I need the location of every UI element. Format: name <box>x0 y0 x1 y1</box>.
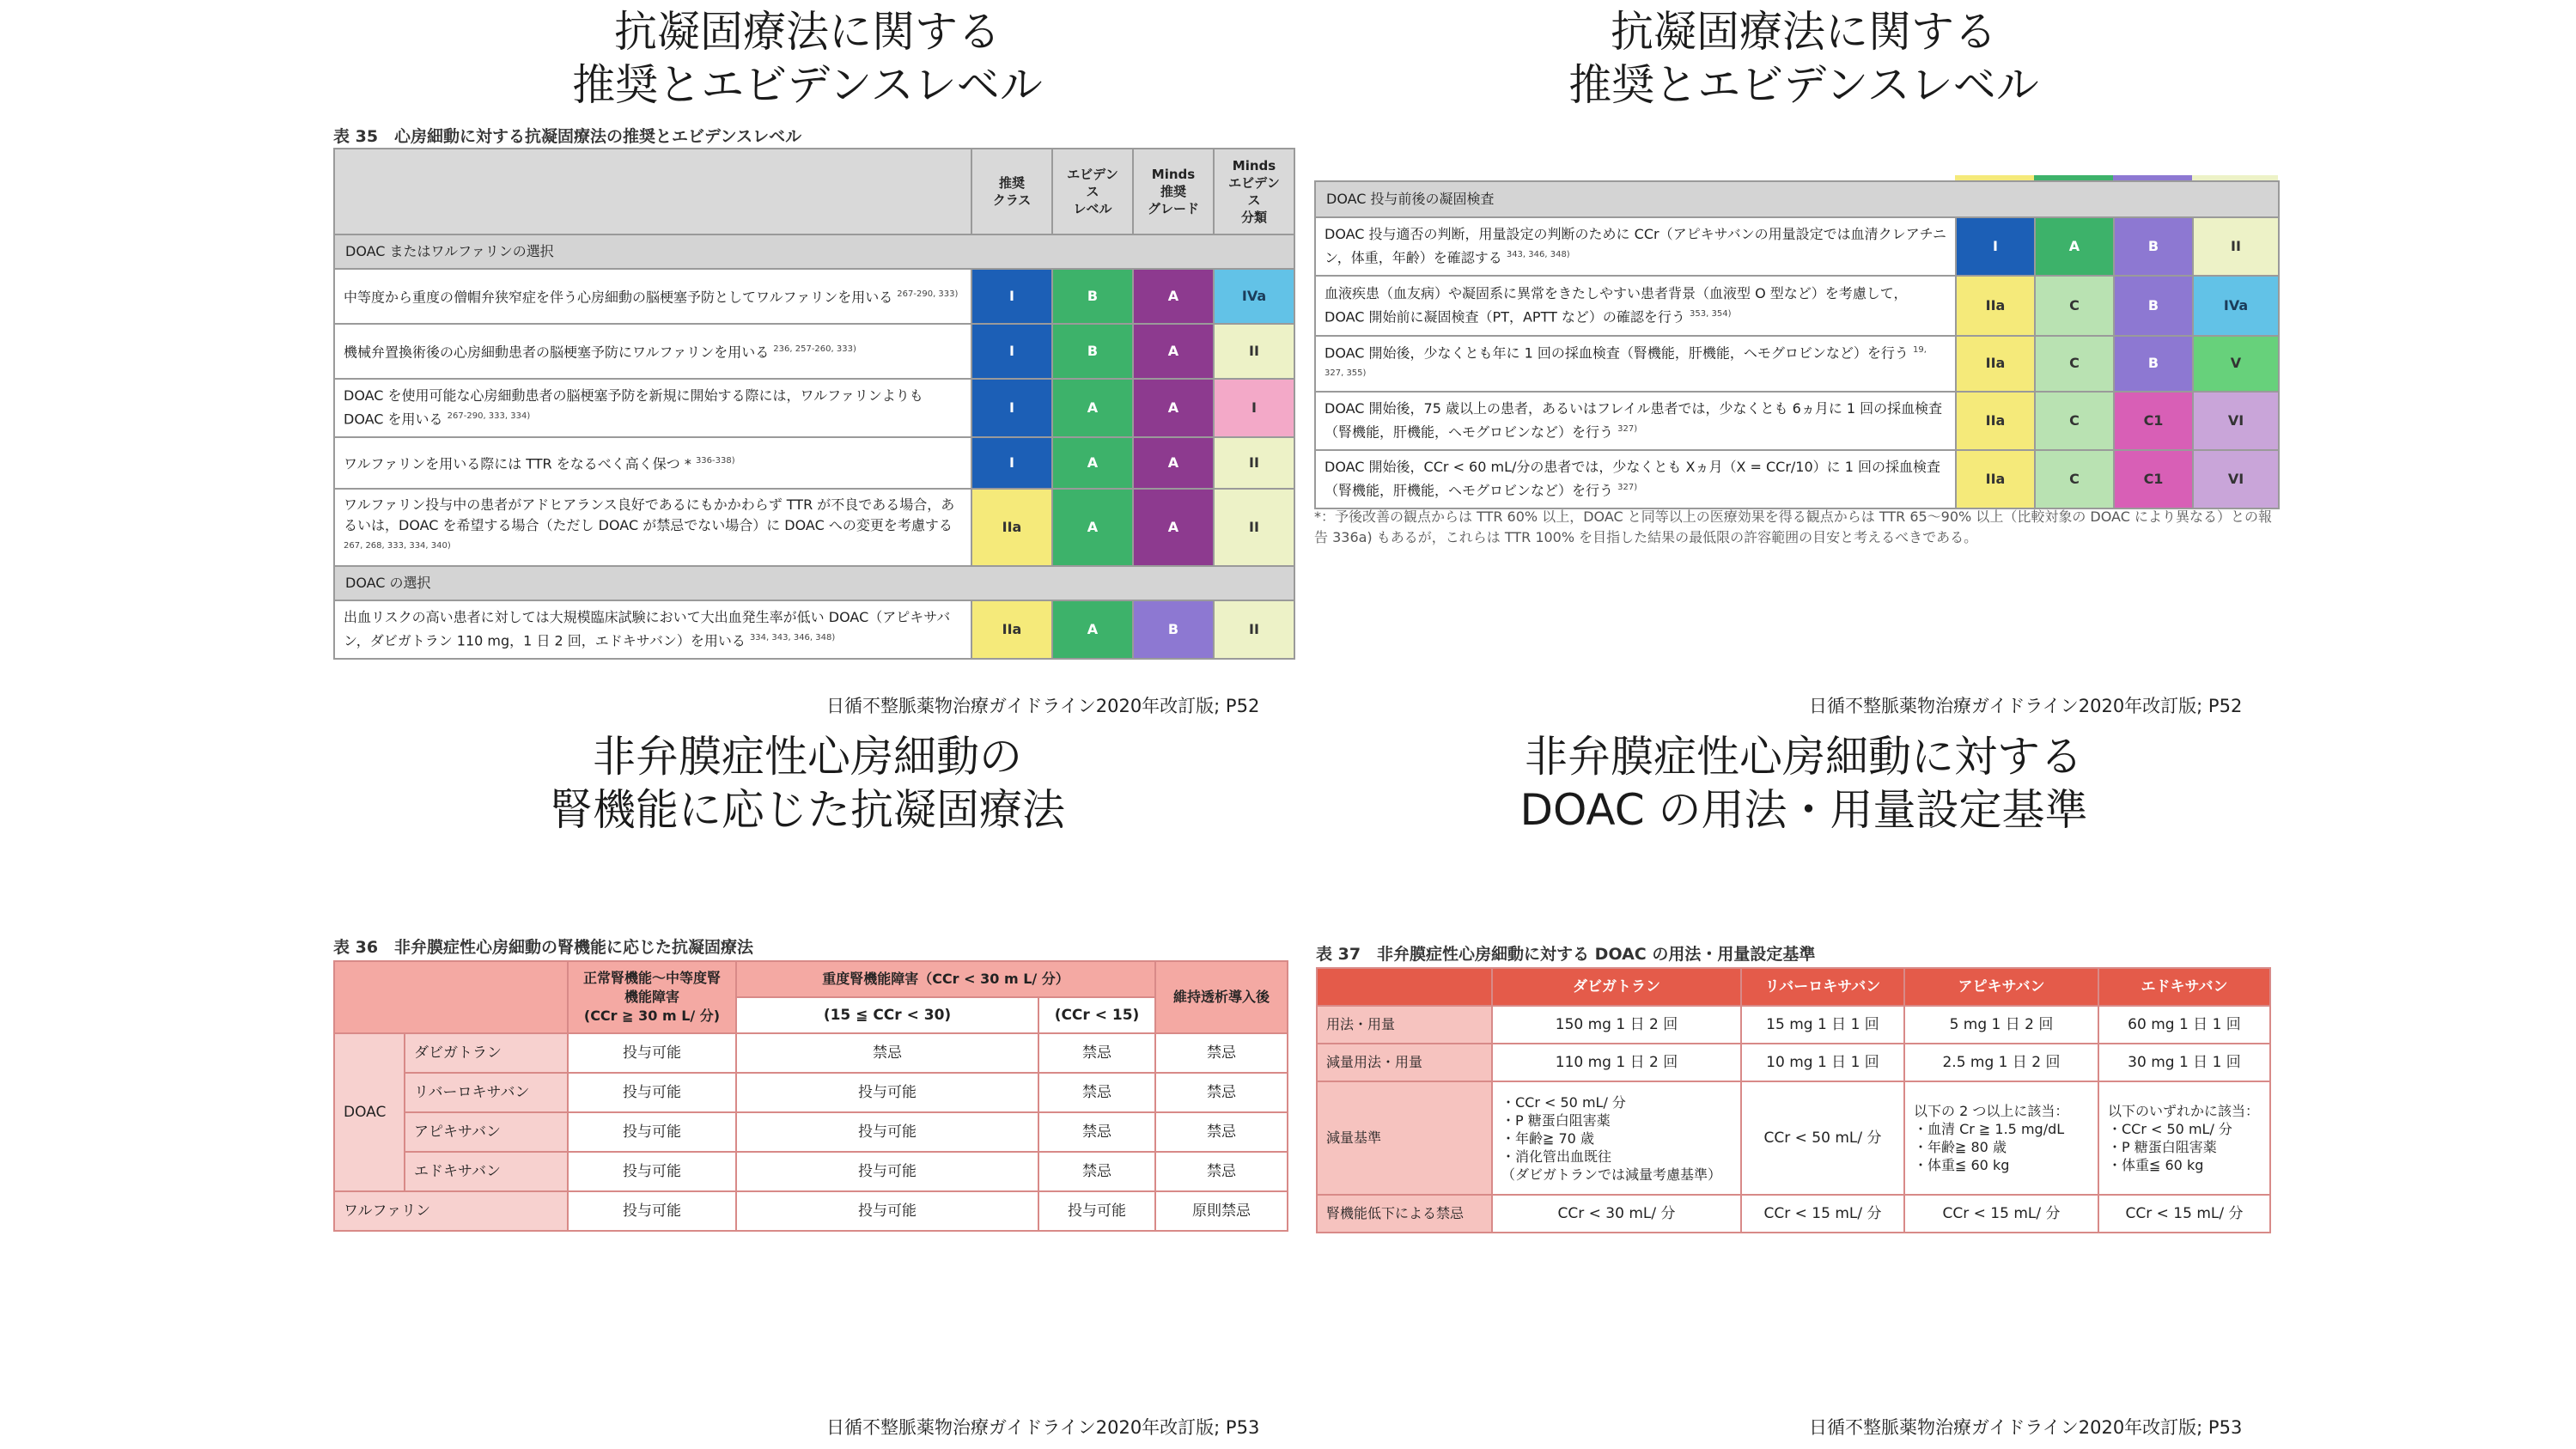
grade-cell: A <box>1133 489 1214 566</box>
cell: 禁忌 <box>1155 1112 1288 1152</box>
row-text: 血液疾患（血友病）や凝固系に異常をきたしやすい患者背景（血液型 O 型など）を考慮して，DOAC 開始前に凝固検査（PT，APTT など）の確認を行う <box>1325 285 1908 326</box>
cell: 禁忌 <box>1155 1033 1288 1073</box>
grade-cell: V <box>2193 336 2279 392</box>
drug-name: エドキサバン <box>405 1152 568 1191</box>
drug-name: リバーロキサバン <box>405 1073 568 1112</box>
cell: 30 mg 1 日 1 回 <box>2098 1044 2270 1081</box>
criteria-apixaban <box>1904 1081 2098 1195</box>
criteria-line: ・血清 Cr ≧ 1.5 mg/dL <box>1914 1121 2065 1137</box>
table-row <box>334 324 971 379</box>
criteria-line: （ダビガトランでは減量考慮基準） <box>1501 1166 1722 1183</box>
grade-cell: A <box>1133 437 1214 489</box>
row-ref: 236, 257-260, 333) <box>773 344 856 355</box>
grade-cell: II <box>1214 324 1294 379</box>
row-text: DOAC を使用可能な心房細動患者の脳梗塞予防を新規に開始する際には，ワルファリンよりも DOAC を用いる <box>344 387 923 428</box>
table37-caption: 表 37 非弁膜症性心房細動に対する DOAC の用法・用量設定基準 <box>1316 945 1816 964</box>
row-label-reduction-criteria: 減量基準 <box>1317 1081 1492 1195</box>
cell: CCr < 15 mL/ 分 <box>1904 1195 2098 1233</box>
source-bottom-right: 日循不整脈薬物治療ガイドライン2020年改訂版; P53 <box>1809 1417 2243 1438</box>
group-doac: DOAC <box>334 1033 405 1191</box>
header-recommend-class: 推奨 クラス <box>971 149 1052 234</box>
cell: 10 mg 1 日 1 回 <box>1741 1044 1904 1081</box>
criteria-line: ・CCr < 50 mL/ 分 <box>1501 1093 1626 1111</box>
cell: 110 mg 1 日 2 回 <box>1492 1044 1741 1081</box>
grade-cell: A <box>2035 217 2114 276</box>
table-row <box>1315 336 1956 392</box>
grade-cell: C <box>2035 276 2114 336</box>
table36-corner <box>334 961 568 1033</box>
criteria-line: ・年齢≧ 80 歳 <box>1914 1139 2007 1155</box>
cell: 禁忌 <box>1038 1033 1155 1073</box>
row-label-reduced-dose: 減量用法・用量 <box>1317 1044 1492 1081</box>
table-row <box>334 489 971 566</box>
criteria-dabigatran <box>1492 1081 1741 1195</box>
row-text: DOAC 開始後，少なくとも年に 1 回の採血検査（腎機能，肝機能，ヘモグロビンなど）を行う <box>1325 344 1909 362</box>
grade-cell: II <box>1214 437 1294 489</box>
criteria-rivaroxaban: CCr < 50 mL/ 分 <box>1741 1081 1904 1195</box>
table-row <box>1315 392 1956 450</box>
grade-cell: I <box>971 437 1052 489</box>
row-ref: 19, 327, 355) <box>1325 345 1927 379</box>
drug-header: ダビガトラン <box>1492 968 1741 1006</box>
cell: 投与可能 <box>736 1191 1038 1231</box>
grade-cell: I <box>971 269 1052 324</box>
header-ccr-under-15: (CCr < 15) <box>1038 997 1155 1033</box>
header-normal-renal: 正常腎機能～中等度腎機能障害 (CCr ≧ 30 m L/ 分) <box>568 961 736 1033</box>
header-ccr-15-30: (15 ≦ CCr < 30) <box>736 997 1038 1033</box>
cell: 投与可能 <box>736 1112 1038 1152</box>
grade-cell: IIa <box>1956 336 2035 392</box>
grade-cell: I <box>971 324 1052 379</box>
criteria-line: 以下のいずれかに該当： <box>2108 1103 2260 1119</box>
cell: 投与可能 <box>736 1152 1038 1191</box>
row-ref: 327) <box>1617 482 1638 492</box>
drug-name: ダビガトラン <box>405 1033 568 1073</box>
grade-cell: IVa <box>2193 276 2279 336</box>
grade-cell: IIa <box>1956 450 2035 508</box>
grade-cell: A <box>1052 379 1133 437</box>
criteria-line: ・消化管出血既往 <box>1501 1148 1612 1165</box>
cell: 投与可能 <box>1038 1191 1155 1231</box>
row-text: 出血リスクの高い患者に対しては大規模臨床試験において大出血発生率が低い DOAC（アピキサバン，ダビガトラン 110 mg，1 日 2 回，エドキサバン）を用いる <box>344 609 951 649</box>
grade-cell: IIa <box>1956 392 2035 450</box>
source-top-right: 日循不整脈薬物治療ガイドライン2020年改訂版; P52 <box>1809 696 2243 716</box>
cell: 投与可能 <box>568 1033 736 1073</box>
grade-cell: VI <box>2193 450 2279 508</box>
grade-cell: B <box>2114 336 2193 392</box>
row-label-usual-dose: 用法・用量 <box>1317 1006 1492 1044</box>
row-ref: 336-338) <box>695 456 735 466</box>
grade-cell: IVa <box>1214 269 1294 324</box>
grade-cell: B <box>2114 276 2193 336</box>
criteria-line: ・P 糖蛋白阻害薬 <box>1501 1111 1611 1129</box>
row-ref: 267, 268, 333, 334, 340) <box>344 541 451 551</box>
grade-cell: A <box>1133 379 1214 437</box>
source-bottom-left: 日循不整脈薬物治療ガイドライン2020年改訂版; P53 <box>826 1417 1260 1438</box>
table35-caption: 表 35 心房細動に対する抗凝固療法の推奨とエビデンスレベル <box>333 127 802 146</box>
grade-cell: B <box>2114 217 2193 276</box>
grade-cell: II <box>2193 217 2279 276</box>
cell: 禁忌 <box>736 1033 1038 1073</box>
cell: 禁忌 <box>1038 1152 1155 1191</box>
row-text: DOAC 投与適否の判断，用量設定の判断のために CCr（アピキサバンの用量設定では血清クレアチニン，体重，年齢）を確認する <box>1325 226 1946 266</box>
criteria-line: ・体重≦ 60 kg <box>2108 1157 2204 1173</box>
row-ref: 353, 354) <box>1690 309 1732 320</box>
section-doac-lab-tests: DOAC 投与前後の凝固検査 <box>1315 181 2279 217</box>
header-minds-grade: Minds 推奨 グレード <box>1133 149 1214 234</box>
cell: 原則禁忌 <box>1155 1191 1288 1231</box>
table-row <box>1315 276 1956 336</box>
grade-cell: A <box>1052 489 1133 566</box>
table-row <box>1315 217 1956 276</box>
table-row <box>334 379 971 437</box>
cell: 禁忌 <box>1038 1112 1155 1152</box>
cell: 投与可能 <box>568 1152 736 1191</box>
cell: 60 mg 1 日 1 回 <box>2098 1006 2270 1044</box>
table35-header-blank <box>334 149 971 234</box>
grade-cell: IIa <box>971 600 1052 659</box>
grade-cell: A <box>1133 324 1214 379</box>
drug-name: ワルファリン <box>334 1191 568 1231</box>
header-dialysis: 維持透析導入後 <box>1155 961 1288 1033</box>
title-top-left: 抗凝固療法に関する 推奨とエビデンスレベル <box>572 7 1043 110</box>
cell: 5 mg 1 日 2 回 <box>1904 1006 2098 1044</box>
cell: CCr < 15 mL/ 分 <box>1741 1195 1904 1233</box>
cell: 投与可能 <box>568 1112 736 1152</box>
row-text: ワルファリンを用いる際には TTR をなるべく高く保つ * <box>344 455 691 472</box>
grade-cell: IIa <box>971 489 1052 566</box>
row-ref: 343, 346, 348) <box>1506 250 1570 260</box>
grade-cell: C <box>2035 392 2114 450</box>
table35 <box>333 148 1295 660</box>
cell: 150 mg 1 日 2 回 <box>1492 1006 1741 1044</box>
title-top-right: 抗凝固療法に関する 推奨とエビデンスレベル <box>1568 7 2039 110</box>
table37-corner <box>1317 968 1492 1006</box>
source-top-left: 日循不整脈薬物治療ガイドライン2020年改訂版; P52 <box>826 696 1260 716</box>
table-footnote: *：予後改善の観点からは TTR 60% 以上，DOAC と同等以上の医療効果を得る観点からは TTR 65～90% 以上（比較対象の DOAC により異なる）との報告 336a) もあるが，これらは TTR 100% を目指した結果の最低限の許容範囲の目安と考えるべきである。 <box>1314 508 2272 545</box>
grade-cell: VI <box>2193 392 2279 450</box>
header-evidence-level: エビデンス レベル <box>1052 149 1133 234</box>
table-row <box>1315 450 1956 508</box>
grade-cell: IIa <box>1956 276 2035 336</box>
grade-cell: B <box>1133 600 1214 659</box>
header-minds-evidence: Minds エビデンス 分類 <box>1214 149 1294 234</box>
row-text: 中等度から重度の僧帽弁狭窄症を伴う心房細動の脳梗塞予防としてワルファリンを用いる <box>344 289 893 306</box>
grade-cell: I <box>971 379 1052 437</box>
criteria-line: ・CCr < 50 mL/ 分 <box>2108 1121 2232 1137</box>
cell: 禁忌 <box>1038 1073 1155 1112</box>
row-label-contraindication: 腎機能低下による禁忌 <box>1317 1195 1492 1233</box>
cell: CCr < 15 mL/ 分 <box>2098 1195 2270 1233</box>
title-bottom-left: 非弁膜症性心房細動の 腎機能に応じた抗凝固療法 <box>550 732 1065 835</box>
grade-cell: C <box>2035 336 2114 392</box>
table-row <box>334 269 971 324</box>
drug-name: アピキサバン <box>405 1112 568 1152</box>
drug-header: リバーロキサバン <box>1741 968 1904 1006</box>
grade-cell: II <box>1214 600 1294 659</box>
header-severe-renal: 重度腎機能障害（CCr < 30 m L/ 分） <box>736 961 1155 997</box>
grade-cell: I <box>1956 217 2035 276</box>
table-row <box>334 437 971 489</box>
title-bottom-right: 非弁膜症性心房細動に対する DOAC の用法・用量設定基準 <box>1519 732 2088 835</box>
section-doac-choice: DOAC の選択 <box>334 566 1294 600</box>
table-doac-lab-tests <box>1314 180 2280 509</box>
grade-cell: I <box>1214 379 1294 437</box>
cell: 2.5 mg 1 日 2 回 <box>1904 1044 2098 1081</box>
grade-cell: II <box>1214 489 1294 566</box>
criteria-line: ・P 糖蛋白阻害薬 <box>2108 1139 2217 1155</box>
row-text: 機械弁置換術後の心房細動患者の脳梗塞予防にワルファリンを用いる <box>344 344 770 361</box>
table-row <box>334 600 971 659</box>
row-ref: 267-290, 333, 334) <box>447 411 531 422</box>
cell: 禁忌 <box>1155 1152 1288 1191</box>
criteria-edoxaban <box>2098 1081 2270 1195</box>
section-doac-or-warfarin: DOAC またはワルファリンの選択 <box>334 234 1294 269</box>
grade-cell: A <box>1133 269 1214 324</box>
grade-cell: C <box>2035 450 2114 508</box>
row-ref: 267-290, 333) <box>897 289 959 300</box>
row-ref: 327) <box>1617 423 1638 434</box>
drug-header: エドキサバン <box>2098 968 2270 1006</box>
cell: 投与可能 <box>568 1073 736 1112</box>
cell: 禁忌 <box>1155 1073 1288 1112</box>
cell: CCr < 30 mL/ 分 <box>1492 1195 1741 1233</box>
grade-cell: C1 <box>2114 392 2193 450</box>
row-text: DOAC 開始後，75 歳以上の患者，あるいはフレイル患者では，少なくとも 6ヵ月に 1 回の採血検査（腎機能，肝機能，ヘモグロビンなど）を行う <box>1325 399 1943 441</box>
grade-cell: C1 <box>2114 450 2193 508</box>
table37 <box>1316 967 2271 1233</box>
row-text: ワルファリン投与中の患者がアドヒアランス良好であるにもかかわらず TTR が不良である場合，あるいは，DOAC を希望する場合（ただし DOAC が禁忌でない場合）に DOAC への変更を考慮する <box>344 496 955 534</box>
cell: 15 mg 1 日 1 回 <box>1741 1006 1904 1044</box>
grade-cell: B <box>1052 324 1133 379</box>
drug-header: アピキサバン <box>1904 968 2098 1006</box>
grade-cell: B <box>1052 269 1133 324</box>
cell: 投与可能 <box>568 1191 736 1231</box>
grade-cell: A <box>1052 437 1133 489</box>
row-ref: 334, 343, 346, 348) <box>749 633 836 643</box>
grade-cell: A <box>1052 600 1133 659</box>
criteria-line: 以下の 2 つ以上に該当： <box>1914 1103 2069 1119</box>
row-text: DOAC 開始後，CCr < 60 mL/分の患者では，少なくとも Xヵ月（X = CCr/10）に 1 回の採血検査（腎機能，肝機能，ヘモグロビンなど）を行う <box>1325 458 1941 499</box>
criteria-line: ・体重≦ 60 kg <box>1914 1157 2010 1173</box>
table36 <box>333 960 1288 1232</box>
criteria-line: ・年齢≧ 70 歳 <box>1501 1129 1594 1147</box>
table36-caption: 表 36 非弁膜症性心房細動の腎機能に応じた抗凝固療法 <box>333 938 754 957</box>
cell: 投与可能 <box>736 1073 1038 1112</box>
